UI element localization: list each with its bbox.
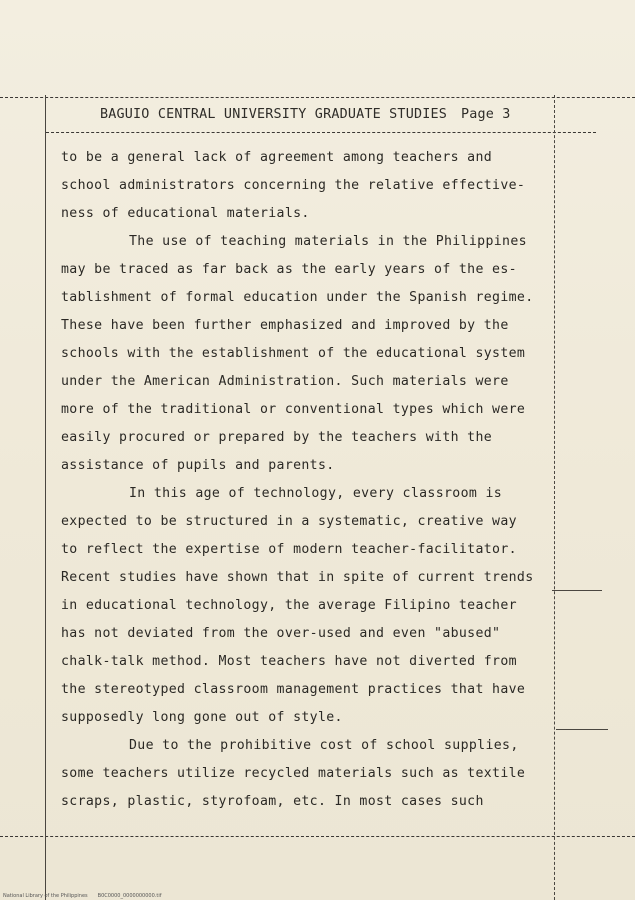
text-line: has not deviated from the over-used and even "abused" — [61, 626, 501, 641]
paragraph-start-line: Due to the prohibitive cost of school supplies, — [129, 738, 519, 753]
text-line: tablishment of formal education under the Spanish regime. — [61, 290, 534, 305]
text-line: the stereotyped classroom management practices that have — [61, 682, 526, 697]
right-margin-line — [554, 95, 555, 900]
text-line: supposedly long gone out of style. — [61, 710, 343, 725]
header-title: BAGUIO CENTRAL UNIVERSITY GRADUATE STUDIES — [100, 107, 447, 122]
top-border-line — [0, 97, 635, 98]
text-line: scraps, plastic, styrofoam, etc. In most cases such — [61, 794, 484, 809]
paragraph-start-line: In this age of technology, every classroom is — [129, 486, 503, 501]
right-margin-tick — [552, 590, 602, 591]
right-margin-tick-lower — [556, 729, 608, 730]
text-line: schools with the establishment of the educational system — [61, 346, 526, 361]
text-line: ness of educational materials. — [61, 206, 310, 221]
page-number: Page 3 — [461, 107, 511, 122]
footer-source: National Library of the Philippines — [3, 893, 88, 899]
text-line: to be a general lack of agreement among teachers and — [61, 150, 493, 165]
text-line: Recent studies have shown that in spite of current trends — [61, 570, 534, 585]
text-line: chalk-talk method. Most teachers have not diverted from — [61, 654, 517, 669]
scan-footer — [3, 893, 161, 899]
text-line: easily procured or prepared by the teachers with the — [61, 430, 493, 445]
bottom-border-line — [0, 836, 635, 837]
text-line: more of the traditional or conventional types which were — [61, 402, 526, 417]
running-header — [100, 107, 550, 122]
text-line: These have been further emphasized and improved by the — [61, 318, 509, 333]
text-line: school administrators concerning the relative effective- — [61, 178, 526, 193]
header-underline — [46, 132, 596, 133]
text-line: in educational technology, the average Filipino teacher — [61, 598, 517, 613]
text-line: may be traced as far back as the early years of the es- — [61, 262, 517, 277]
text-line: expected to be structured in a systematic, creative way — [61, 514, 517, 529]
footer-file-id: B0C0000_0000000000.tif — [97, 893, 162, 899]
text-line: under the American Administration. Such materials were — [61, 374, 509, 389]
text-line: to reflect the expertise of modern teacher-facilitator. — [61, 542, 517, 557]
text-line: some teachers utilize recycled materials such as textile — [61, 766, 526, 781]
paragraph-start-line: The use of teaching materials in the Philippines — [129, 234, 527, 249]
text-line: assistance of pupils and parents. — [61, 458, 335, 473]
left-margin-line — [45, 95, 46, 900]
